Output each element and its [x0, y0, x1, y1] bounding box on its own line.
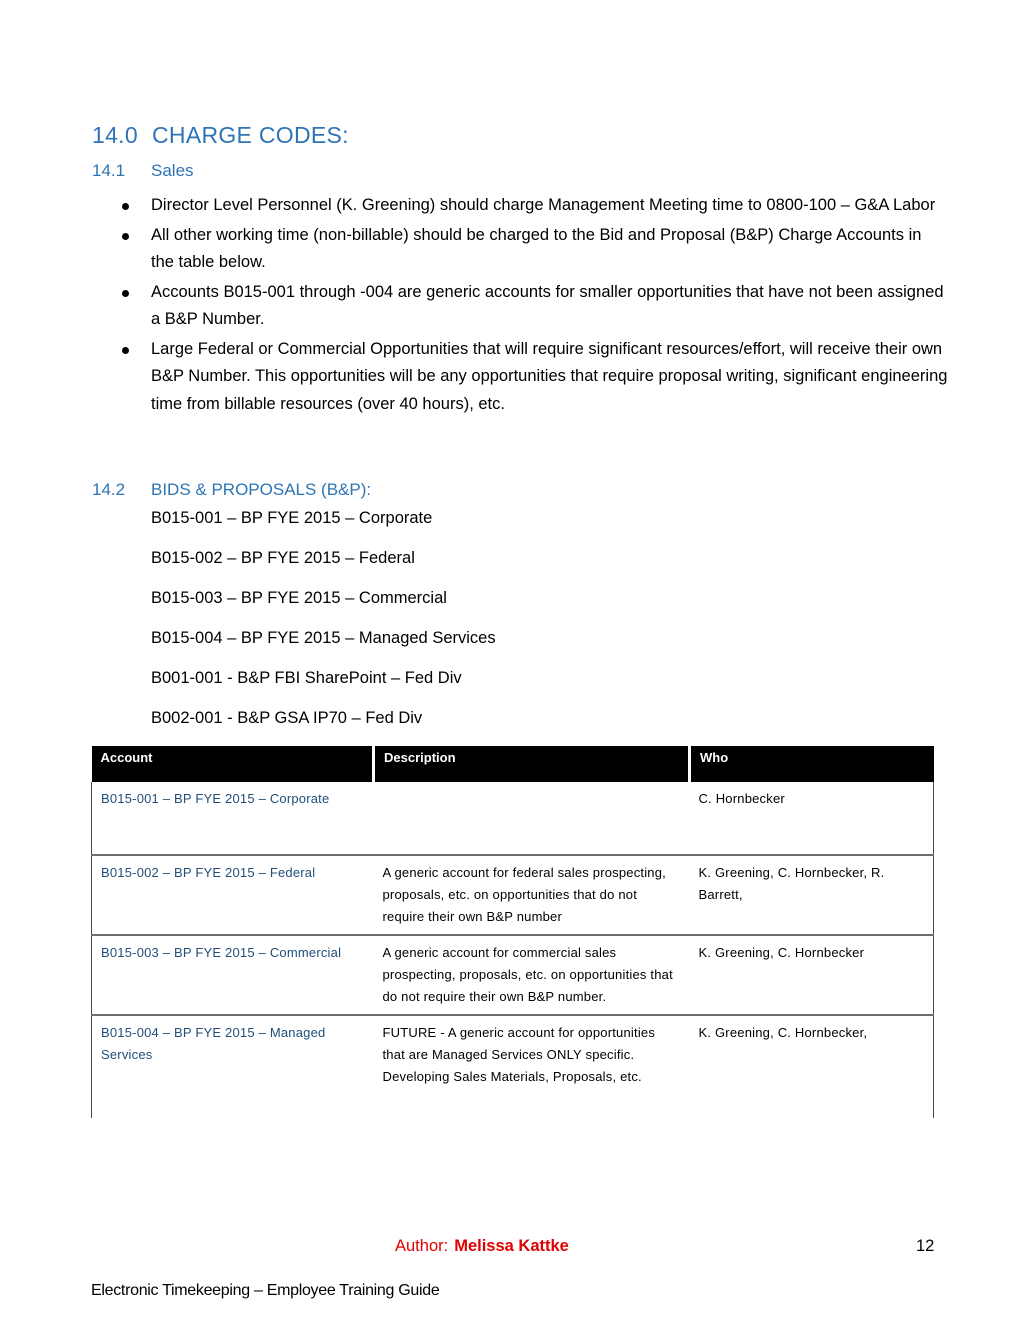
section-number: 14.1: [92, 161, 126, 180]
section-heading-14: [92, 122, 349, 149]
table-row: [92, 855, 934, 935]
cell-description: A generic account for commercial sales prospecting, proposals, etc. on opportunities that do not require their own B&P number.: [374, 935, 690, 1015]
cell-who: K. Greening, C. Hornbecker, R. Barrett,: [690, 855, 934, 935]
bp-code-item: B002-001 - B&P GSA IP70 – Fed Div: [151, 709, 423, 727]
cell-account: B015-004 – BP FYE 2015 – Managed Services: [92, 1015, 374, 1118]
column-header-description: Description: [374, 746, 690, 782]
charge-code-table: [91, 746, 934, 1118]
table-row: [92, 1015, 934, 1118]
cell-account: B015-001 – BP FYE 2015 – Corporate: [92, 782, 374, 855]
bullet-icon: [122, 290, 129, 297]
cell-who: K. Greening, C. Hornbecker,: [690, 1015, 934, 1118]
footer-author: [395, 1237, 569, 1256]
bp-code-item: B015-001 – BP FYE 2015 – Corporate: [151, 509, 433, 527]
bp-code-list: [151, 506, 496, 746]
section-heading-14-1: [92, 161, 194, 181]
author-label: Author:: [395, 1237, 449, 1255]
document-title: Electronic Timekeeping – Employee Training Guide: [91, 1282, 440, 1299]
bp-code-item: B015-003 – BP FYE 2015 – Commercial: [151, 589, 447, 607]
table-row: [92, 935, 934, 1015]
bp-code-item: B001-001 - B&P FBI SharePoint – Fed Div: [151, 669, 462, 687]
section-number: 14.0: [92, 122, 138, 148]
bullet-icon: [122, 347, 129, 354]
bp-code-item: B015-004 – BP FYE 2015 – Managed Services: [151, 629, 496, 647]
bp-code-item: B015-002 – BP FYE 2015 – Federal: [151, 549, 415, 567]
list-item: All other working time (non-billable) should be charged to the Bid and Proposal (B&P) Charge Accounts in the table below.: [118, 222, 948, 277]
section-heading-14-2: [92, 480, 371, 500]
section-title: CHARGE CODES:: [152, 122, 349, 148]
cell-description: [374, 782, 690, 855]
cell-account: B015-002 – BP FYE 2015 – Federal: [92, 855, 374, 935]
bullet-icon: [122, 203, 129, 210]
list-item: Accounts B015-001 through -004 are generic accounts for smaller opportunities that have not been assigned a B&P Number.: [118, 279, 948, 334]
table-row: [92, 782, 934, 855]
cell-description: A generic account for federal sales prospecting, proposals, etc. on opportunities that do not require their own B&P number: [374, 855, 690, 935]
table-header-row: [92, 746, 934, 782]
list-item: Large Federal or Commercial Opportunities that will require significant resources/effort, will receive their own B&P Number. This opportunities will be any opportunities that require proposal writing, significant engineering time from billable resources (over 40 hours), etc.: [118, 336, 948, 419]
cell-description: FUTURE - A generic account for opportunities that are Managed Services ONLY specific. Developing Sales Materials, Proposals, etc.: [382, 1025, 656, 1084]
list-item: Director Level Personnel (K. Greening) should charge Management Meeting time to 0800-100 – G&A Labor: [118, 192, 948, 220]
author-name: Melissa Kattke: [454, 1237, 569, 1255]
cell-account: B015-003 – BP FYE 2015 – Commercial: [92, 935, 374, 1015]
sales-bullet-list: [118, 192, 948, 420]
section-number: 14.2: [92, 480, 126, 499]
column-header-who: Who: [690, 746, 934, 782]
cell-who: K. Greening, C. Hornbecker: [690, 935, 934, 1015]
cell-who: C. Hornbecker: [690, 782, 934, 855]
section-title: Sales: [151, 161, 194, 180]
bullet-icon: [122, 233, 129, 240]
page-number: 12: [916, 1237, 935, 1255]
section-title: BIDS & PROPOSALS (B&P):: [151, 480, 372, 499]
column-header-account: Account: [92, 746, 374, 782]
